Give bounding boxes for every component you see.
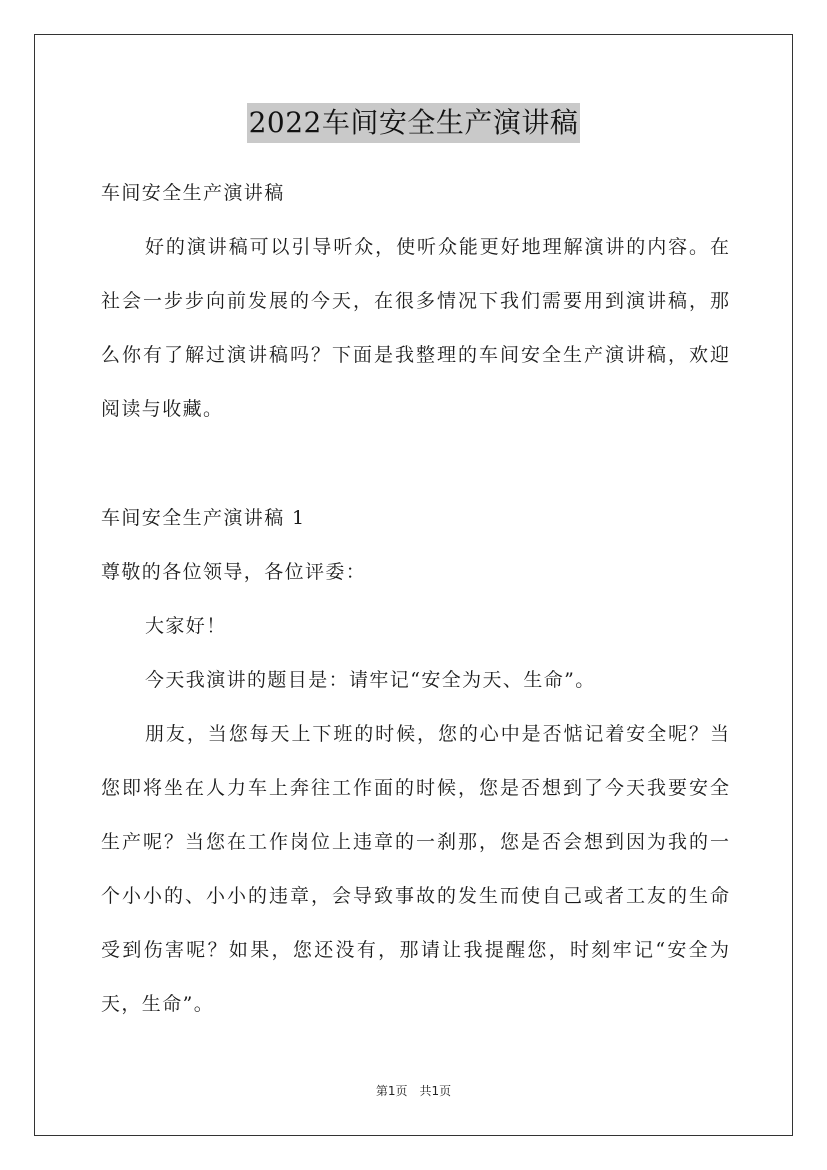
document-title: 2022车间安全生产演讲稿 (247, 103, 581, 143)
greeting: 大家好！ (145, 615, 227, 637)
salutation: 尊敬的各位领导，各位评委： (101, 561, 367, 583)
section-heading: 车间安全生产演讲稿 1 (101, 507, 306, 529)
speech-topic: 今天我演讲的题目是：请牢记“安全为天、生命”。 (145, 669, 596, 691)
title-container (0, 103, 827, 143)
body-line-5: 受到伤害呢？如果，您还没有，那请让我提醒您，时刻牢记“安全为 (101, 939, 729, 961)
body-line-1: 朋友，当您每天上下班的时候，您的心中是否惦记着安全呢？当 (145, 723, 729, 745)
subtitle: 车间安全生产演讲稿 (101, 182, 285, 204)
body-line-3: 生产呢？当您在工作岗位上违章的一刹那，您是否会想到因为我的一 (101, 831, 729, 853)
body-line-2: 您即将坐在人力车上奔往工作面的时候，您是否想到了今天我要安全 (101, 777, 729, 799)
intro-line-2: 社会一步步向前发展的今天，在很多情况下我们需要用到演讲稿，那 (101, 290, 729, 312)
body-line-6: 天，生命”。 (101, 993, 215, 1015)
intro-line-1: 好的演讲稿可以引导听众，使听众能更好地理解演讲的内容。在 (145, 236, 729, 258)
body-line-4: 个小小的、小小的违章，会导致事故的发生而使自己或者工友的生命 (101, 885, 729, 907)
page-number: 第1页 共1页 (375, 1084, 452, 1098)
intro-line-4: 阅读与收藏。 (101, 398, 224, 420)
intro-line-3: 么你有了解过演讲稿吗？下面是我整理的车间安全生产演讲稿，欢迎 (101, 344, 729, 366)
